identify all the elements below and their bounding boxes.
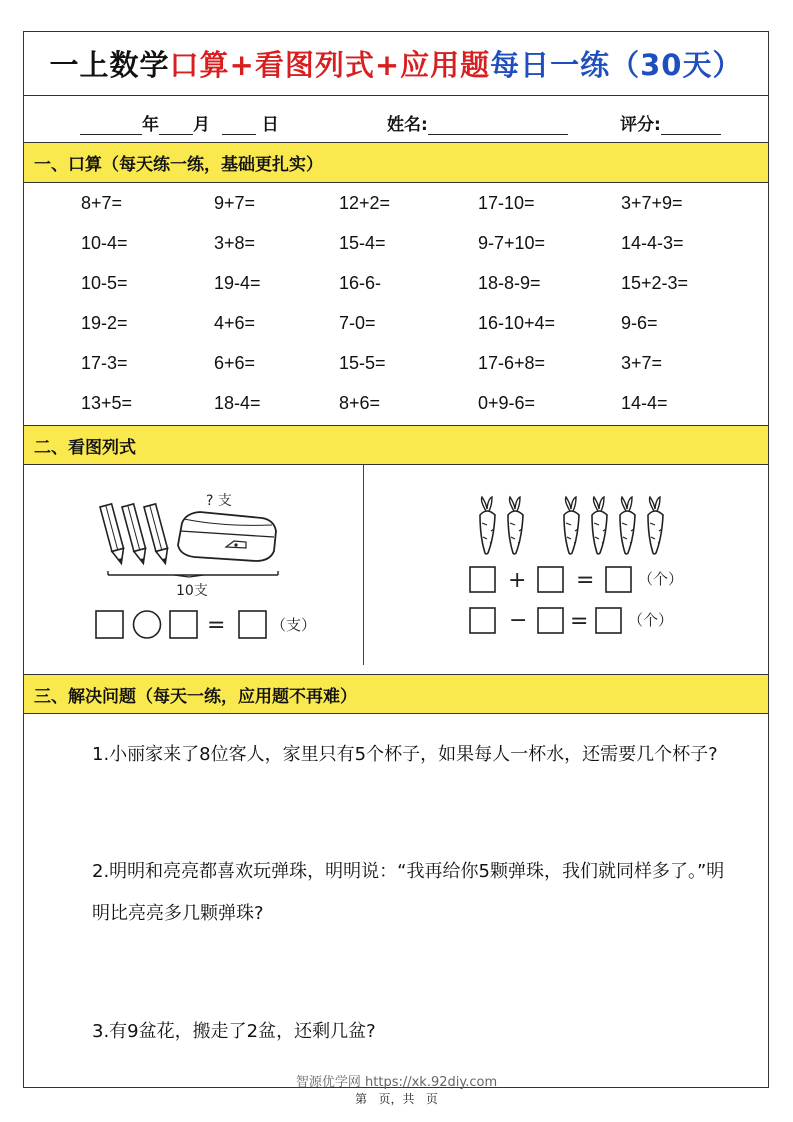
- math-problem: 3+7+9=: [621, 193, 683, 213]
- math-problem: 13+5=: [81, 393, 133, 413]
- equals-sign: =: [570, 609, 589, 634]
- math-problem: 16-10+4=: [478, 313, 556, 333]
- watermark: 智源优学网 https://xk.92diy.com: [295, 1075, 498, 1090]
- math-problem: 19-2=: [81, 313, 128, 333]
- math-problem: 15-5=: [339, 353, 386, 373]
- page-number: 第 页，共 页: [355, 1092, 438, 1106]
- total-label: 10支: [176, 583, 208, 599]
- month-label: 月: [193, 115, 210, 135]
- math-problem: 3+8=: [214, 233, 256, 253]
- unit-label-right-2: （个）: [628, 611, 674, 629]
- equals-sign: =: [576, 568, 595, 593]
- answer-box[interactable]: [606, 567, 631, 592]
- problem-2: 2.明明和亮亮都喜欢玩弹珠，明明说：“我再给你5颗弹珠，我们就同样多了。”明明比亮亮多几颗弹珠?: [92, 861, 725, 924]
- math-problem: 10-5=: [81, 273, 128, 293]
- problem-3: 3.有9盆花，搬走了2盆，还剩几盆?: [92, 1021, 376, 1042]
- name-label: 姓名:: [387, 115, 428, 135]
- math-problem: 4+6=: [214, 313, 256, 333]
- section3-heading: 三、解决问题（每天一练，应用题不再难）: [24, 674, 768, 714]
- title-part-3: 每日一练（30天）: [490, 48, 743, 82]
- math-problem: 15+2-3=: [621, 273, 689, 293]
- math-problem: 18-4=: [214, 393, 261, 413]
- answer-box[interactable]: [596, 608, 621, 633]
- score-label: 评分:: [620, 115, 661, 135]
- math-problem: 7-0=: [339, 313, 376, 333]
- math-problem: 16-6-: [339, 273, 382, 293]
- answer-box[interactable]: [470, 608, 495, 633]
- name-field[interactable]: [387, 110, 568, 135]
- answer-box[interactable]: [538, 567, 563, 592]
- year-label: 年: [142, 115, 159, 135]
- date-field[interactable]: [80, 110, 279, 135]
- picture-equation-area: [24, 465, 768, 674]
- math-problem: 12+2=: [339, 193, 391, 213]
- pencil-case-icon: [178, 512, 276, 561]
- math-problem: 10-4=: [81, 233, 128, 253]
- answer-box[interactable]: [239, 611, 266, 638]
- carrot-icon: [648, 497, 663, 554]
- unit-label-left: （支）: [271, 616, 317, 634]
- math-problem: 17-6+8=: [478, 353, 546, 373]
- carrot-icon: [592, 497, 607, 554]
- carrot-icon: [620, 497, 635, 554]
- operator-circle[interactable]: [134, 611, 161, 638]
- day-label: 日: [261, 115, 279, 135]
- picture-equation-svg: [24, 465, 768, 674]
- answer-box[interactable]: [96, 611, 123, 638]
- math-problem: 17-10=: [478, 193, 535, 213]
- math-problem: 0+9-6=: [478, 393, 536, 413]
- info-row: [24, 96, 768, 143]
- equals-sign: =: [207, 613, 226, 638]
- math-problem: 3+7=: [621, 353, 663, 373]
- section1-heading: 一、口算（每天练一练，基础更扎实）: [24, 143, 768, 183]
- math-problem: 9+7=: [214, 193, 256, 213]
- unit-label-right-1: （个）: [638, 570, 684, 588]
- page-title: [24, 32, 768, 96]
- carrot-icon: [480, 497, 495, 554]
- math-problem: 8+7=: [81, 193, 123, 213]
- math-problem: 9-6=: [621, 313, 658, 333]
- panel-divider: [363, 465, 364, 665]
- answer-box[interactable]: [538, 608, 563, 633]
- title-part-1: 一上数学: [49, 48, 170, 82]
- question-label: ? 支: [206, 493, 232, 509]
- mental-math-grid: [24, 183, 768, 425]
- plus-sign: +: [508, 568, 527, 593]
- math-problem: 18-8-9=: [478, 273, 541, 293]
- math-problem: 17-3=: [81, 353, 128, 373]
- carrot-icon: [508, 497, 523, 554]
- math-problem: 19-4=: [214, 273, 261, 293]
- answer-box[interactable]: [470, 567, 495, 592]
- carrots-group: [480, 497, 663, 554]
- answer-box[interactable]: [170, 611, 197, 638]
- math-problem: 14-4-3=: [621, 233, 684, 253]
- carrot-icon: [564, 497, 579, 554]
- section2-heading: 二、看图列式: [24, 425, 768, 465]
- title-part-2: 口算+看图列式+应用题: [169, 48, 491, 82]
- pencil-icon: [144, 504, 171, 565]
- math-problem: 6+6=: [214, 353, 256, 373]
- score-field[interactable]: [620, 110, 721, 135]
- math-problem: 15-4=: [339, 233, 386, 253]
- total-bracket: [108, 571, 278, 577]
- worksheet: [23, 31, 769, 1088]
- problem-1: 1.小丽家来了8位客人，家里只有5个杯子，如果每人一杯水，还需要几个杯子?: [92, 744, 718, 765]
- minus-sign: −: [509, 608, 528, 633]
- math-problem: 8+6=: [339, 393, 381, 413]
- math-problem: 14-4=: [621, 393, 668, 413]
- math-problem: 9-7+10=: [478, 233, 546, 253]
